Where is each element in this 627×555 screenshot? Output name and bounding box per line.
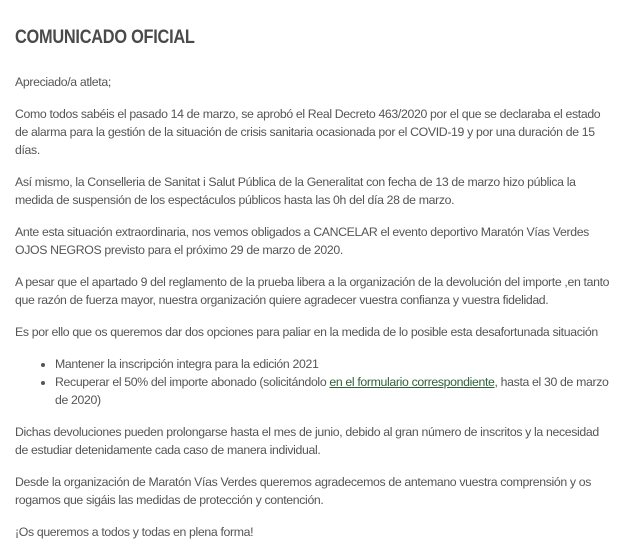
paragraph-regulation: A pesar que el apartado 9 del reglamento de la prueba libera a la organización de la devolución del importe ,en tanto que razón de fuerza mayor, nuestra organización quiere agradecer vuestra confianza y vuestra fidelidad. <box>15 275 610 307</box>
paragraph-royal-decree: Como todos sabéis el pasado 14 de marzo, se aprobó el Real Decreto 463/2020 por el que se declaraba el estado de alarma para la gestión de la situación de crisis sanitaria ocasionada por el COVID-19 y por una duración de 15 días. <box>15 107 601 157</box>
refund-form-link[interactable]: en el formulario correspondiente <box>329 375 495 389</box>
announcement-body <box>15 73 613 555</box>
option-keep-registration-text: Mantener la inscripción integra para la edición 2021 <box>55 357 319 371</box>
option-refund-text-before: Recuperar el 50% del importe abonado (solicitándolo <box>55 375 330 389</box>
paragraph-refund-timing: Dichas devoluciones pueden prolongarse hasta el mes de junio, debido al gran número de inscritos y la necesidad de estudiar detenidamente cada caso de manera individual. <box>15 425 599 457</box>
paragraph-suspension: Así mismo, la Conselleria de Sanitat i Salut Pública de la Generalitat con fecha de 13 de marzo hizo pública la medida de suspensión de los espectáculos públicos hasta las 0h del día 28 de marzo. <box>15 175 576 207</box>
paragraph-thanks: Desde la organización de Maratón Vías Verdes queremos agradecemos de antemano vuestra comprensión y os rogamos que sigáis las medidas de protección y contención. <box>15 475 592 507</box>
option-keep-registration <box>55 355 613 373</box>
options-list <box>15 355 613 409</box>
paragraph-options-intro: Es por ello que os queremos dar dos opciones para paliar en la medida de lo posible esta desafortunada situación <box>15 325 598 339</box>
greeting: Apreciado/a atleta; <box>15 75 111 89</box>
option-refund <box>55 373 613 409</box>
paragraph-closing: ¡Os queremos a todos y todas en plena forma! <box>15 525 254 539</box>
page-title: COMUNICADO OFICIAL <box>15 27 195 48</box>
paragraph-cancellation: Ante esta situación extraordinaria, nos vemos obligados a CANCELAR el evento deportivo Maratón Vías Verdes OJOS NEGROS previsto para el próximo 29 de marzo de 2020. <box>15 225 589 257</box>
option-refund-text-after: , hasta el 30 de marzo de 2020) <box>55 375 609 407</box>
